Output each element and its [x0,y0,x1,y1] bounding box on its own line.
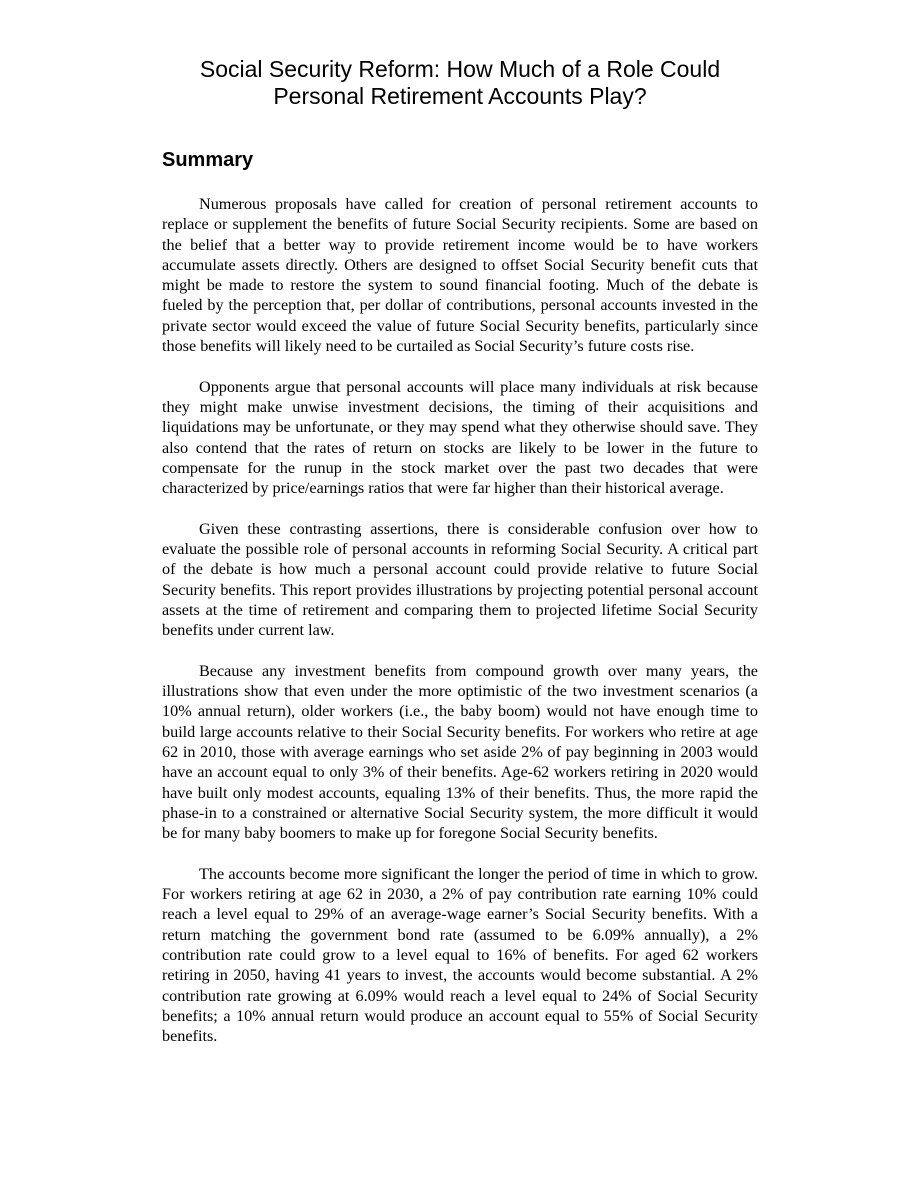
document-title-line-1: Social Security Reform: How Much of a Role Could [199,56,721,82]
summary-paragraph-5: The accounts become more significant the longer the period of time in which to grow. For workers retiring at age 62 in 2030, a 2% of pay contribution rate earning 10% could reach a level equal to 29% of an average-wage earner’s Social Security benefits. With a return matching the government bond rate (assumed to be 6.09% annually), a 2% contribution rate could grow to a level equal to 16% of benefits. For aged 62 workers retiring in 2050, having 41 years to invest, the accounts would become substantial. A 2% contribution rate growing at 6.09% would reach a level equal to 24% of Social Security benefits; a 10% annual return would produce an account equal to 55% of Social Security benefits. [162,864,758,1046]
summary-paragraph-1: Numerous proposals have called for creation of personal retirement accounts to replace or supplement the benefits of future Social Security recipients. Some are based on the belief that a better way to provide retirement income would be to have workers accumulate assets directly. Others are designed to offset Social Security benefit cuts that might be made to restore the system to sound financial footing. Much of the debate is fueled by the perception that, per dollar of contributions, personal accounts invested in the private sector would exceed the value of future Social Security benefits, particularly since those benefits will likely need to be curtailed as Social Security’s future costs rise. [162,195,758,356]
summary-heading: Summary [162,149,254,171]
document-title [100,56,820,110]
summary-paragraph-3: Given these contrasting assertions, there is considerable confusion over how to evaluate the possible role of personal accounts in reforming Social Security. A critical part of the debate is how much a personal account could provide relative to future Social Security benefits. This report provides illustrations by projecting potential personal account assets at the time of retirement and comparing them to projected lifetime Social Security benefits under current law. [162,519,758,640]
summary-paragraph-2: Opponents argue that personal accounts will place many individuals at risk because they might make unwise investment decisions, the timing of their acquisitions and liquidations may be unfortunate, or they may spend what they otherwise should save. They also contend that the rates of return on stocks are likely to be lower in the future to compensate for the runup in the stock market over the past two decades that were characterized by price/earnings ratios that were far higher than their historical average. [162,377,758,498]
document-title-line-2: Personal Retirement Accounts Play? [273,83,647,109]
summary-paragraph-4: Because any investment benefits from compound growth over many years, the illustrations show that even under the more optimistic of the two investment scenarios (a 10% annual return), older workers (i.e., the baby boom) would not have enough time to build large accounts relative to their Social Security benefits. For workers who retire at age 62 in 2010, those with average earnings who set aside 2% of pay beginning in 2003 would have an account equal to only 3% of their benefits. Age-62 workers retiring in 2020 would have built only modest accounts, equaling 13% of their benefits. Thus, the more rapid the phase-in to a constrained or alternative Social Security system, the more difficult it would be for many baby boomers to make up for foregone Social Security benefits. [162,661,758,843]
summary-body [162,194,758,1067]
